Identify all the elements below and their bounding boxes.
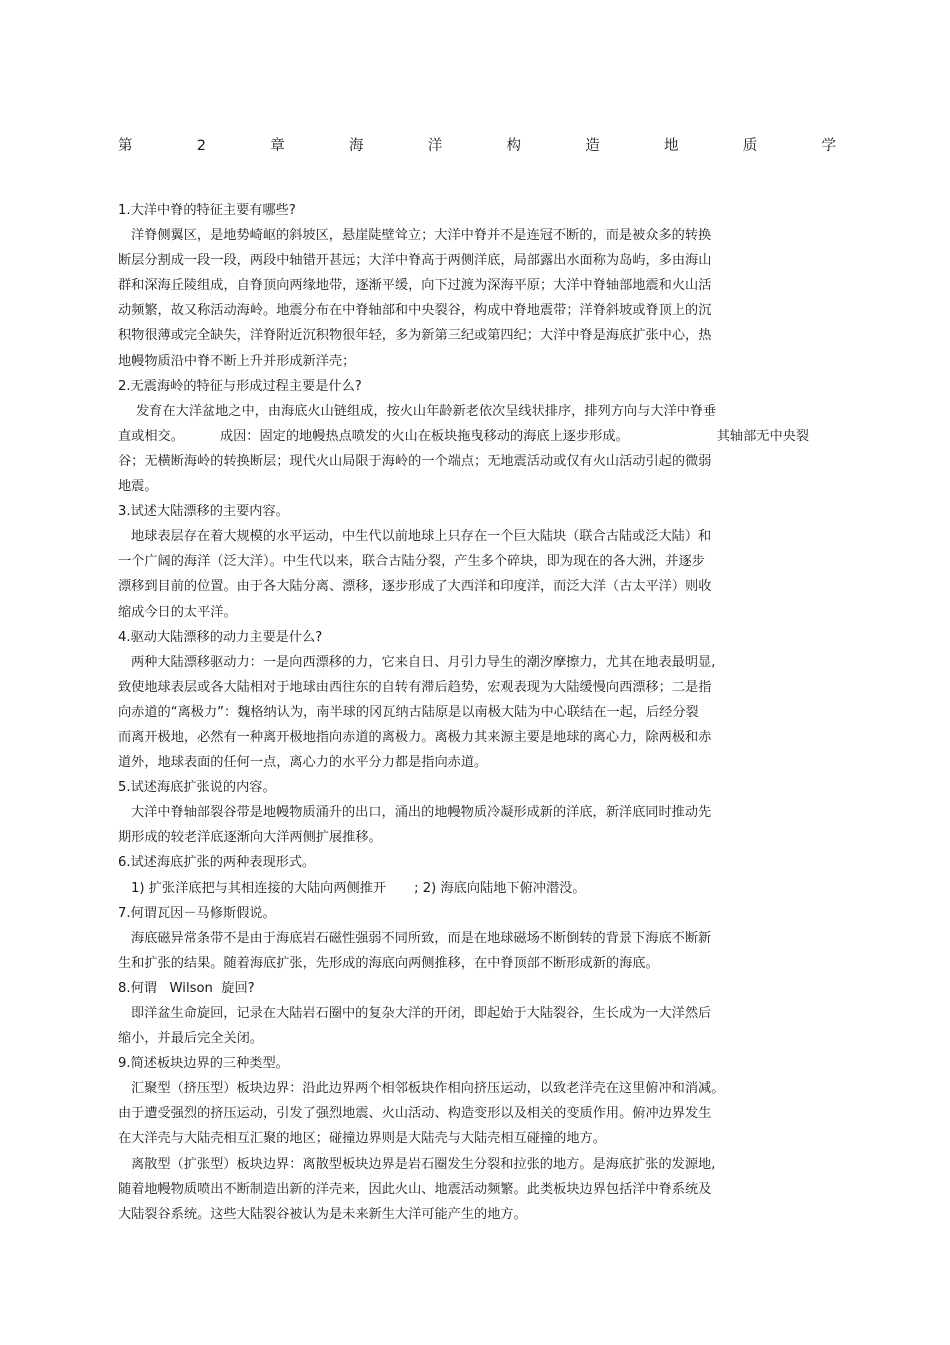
title-char: 学 bbox=[821, 138, 836, 154]
split-part-2: 成因：固定的地幔热点喷发的火山在板块拖曳移动的海底上逐步形成。 bbox=[219, 428, 629, 444]
paragraph-line: 大洋中脊轴部裂谷带是地幔物质涌升的出口，涌出的地幔物质冷凝形成新的洋底，新洋底同时推动先 bbox=[131, 805, 712, 821]
paragraph-line: 生和扩张的结果。随着海底扩张，先形成的海底向两侧推移，在中脊顶部不断形成新的海底。 bbox=[118, 955, 659, 971]
paragraph-line: 地球表层存在着大规模的水平运动，中生代以前地球上只存在一个巨大陆块（联合古陆或泛大陆）和 bbox=[131, 529, 712, 545]
paragraph-line: 期形成的较老洋底逐渐向大洋两侧扩展推移。 bbox=[118, 830, 382, 846]
paragraph-line: 海底磁异常条带不是由于海底岩石磁性强弱不同所致，而是在地球磁场不断倒转的背景下海底不断新 bbox=[131, 930, 712, 946]
paragraph-line: 缩小，并最后完全关闭。 bbox=[118, 1031, 264, 1047]
document-body bbox=[118, 198, 838, 1227]
chapter-title bbox=[118, 137, 836, 155]
form-2: ; 2) 海底向陆地下俯冲潜没。 bbox=[414, 880, 586, 896]
paragraph-line: 致使地球表层或各大陆相对于地球由西往东的自转有滞后趋势，宏观表现为大陆缓慢向西漂移；二是指 bbox=[118, 679, 712, 695]
paragraph-line: 积物很薄或完全缺失，洋脊附近沉积物很年轻，多为新第三纪或第四纪；大洋中脊是海底扩张中心，热 bbox=[118, 328, 712, 344]
paragraph-line: 汇聚型（挤压型）板块边界：沿此边界两个相邻板块作相向挤压运动，以致老洋壳在这里俯冲和消减。 bbox=[131, 1081, 725, 1097]
paragraph-line: 断层分割成一段一段，两段中轴错开甚远；大洋中脊高于两侧洋底，局部露出水面称为岛屿，多由海山 bbox=[118, 253, 712, 269]
paragraph-line: 在大洋壳与大陆壳相互汇聚的地区；碰撞边界则是大陆壳与大陆壳相互碰撞的地方。 bbox=[118, 1131, 606, 1147]
title-char: 质 bbox=[742, 138, 758, 154]
question-heading: 5.试述海底扩张说的内容。 bbox=[118, 780, 276, 796]
question-heading: 6.试述海底扩张的两种表现形式。 bbox=[118, 855, 316, 871]
paragraph-line: 洋脊侧翼区，是地势崎岖的斜坡区，悬崖陡壁耸立；大洋中脊并不是连冠不断的，而是被众多的转换 bbox=[131, 228, 712, 244]
split-part-3: 其轴部无中央裂 bbox=[716, 428, 810, 444]
paragraph-line: 两种大陆漂移驱动力：一是向西漂移的力，它来自日、月引力导生的潮汐摩擦力，尤其在地表最明显, bbox=[131, 654, 716, 670]
paragraph-line: 谷；无横断海岭的转换断层；现代火山局限于海岭的一个端点；无地震活动或仅有火山活动引起的微弱 bbox=[118, 453, 712, 469]
paragraph-line: 动频繁，故又称活动海岭。地震分布在中脊轴部和中央裂谷，构成中脊地震带；洋脊斜坡或脊顶上的沉 bbox=[118, 303, 712, 319]
title-char: 2 bbox=[196, 138, 206, 154]
paragraph-line: 大陆裂谷系统。这些大陆裂谷被认为是未来新生大洋可能产生的地方。 bbox=[118, 1206, 527, 1222]
paragraph-line: 地幔物质沿中脊不断上升并形成新洋壳； bbox=[118, 353, 356, 369]
split-part-1: 直或相交。 bbox=[118, 428, 184, 444]
paragraph-line: 即洋盆生命旋回，记录在大陆岩石圈中的复杂大洋的开闭，即起始于大陆裂谷，生长成为一大洋然后 bbox=[131, 1006, 712, 1021]
paragraph-line: 地震。 bbox=[118, 479, 158, 495]
title-char: 海 bbox=[348, 138, 364, 154]
paragraph-line: 缩成今日的太平洋。 bbox=[118, 604, 237, 620]
paragraph-line: 漂移到目前的位置。由于各大陆分离、漂移，逐步形成了大西洋和印度洋，而泛大洋（古太平洋）则收 bbox=[118, 579, 712, 595]
paragraph-line: 随着地幔物质喷出不断制造出新的洋壳来，因此火山、地震活动频繁。此类板块边界包括洋中脊系统及 bbox=[118, 1181, 712, 1197]
paragraph-line-split bbox=[118, 424, 838, 449]
paragraph-line: 由于遭受强烈的挤压运动，引发了强烈地震、火山活动、构造变形以及相关的变质作用。俯冲边界发生 bbox=[118, 1106, 712, 1122]
title-char: 洋 bbox=[427, 138, 443, 154]
title-char: 构 bbox=[506, 138, 521, 154]
question-heading: 1.大洋中脊的特征主要有哪些? bbox=[118, 203, 296, 218]
title-char: 章 bbox=[270, 138, 285, 154]
question-heading: 3.试述大陆漂移的主要内容。 bbox=[118, 504, 289, 520]
paragraph-line: 离散型（扩张型）板块边界：离散型板块边界是岩石圈发生分裂和拉张的地方。是海底扩张的发源地, bbox=[131, 1156, 716, 1172]
title-char: 造 bbox=[585, 138, 600, 154]
question-heading: 2.无震海岭的特征与形成过程主要是什么? bbox=[118, 378, 362, 394]
form-1: 1) 扩张洋底把与其相连接的大陆向两侧推开 bbox=[131, 880, 387, 896]
paragraph-line: 向赤道的“离极力”：魏格纳认为，南半球的冈瓦纳古陆原是以南极大陆为中心联结在一起，后经分裂 bbox=[118, 704, 699, 720]
paragraph-line-forms bbox=[118, 876, 838, 901]
question-heading: 7.何谓瓦因－马修斯假说。 bbox=[118, 905, 276, 921]
paragraph-line: 发育在大洋盆地之中，由海底火山链组成，按火山年龄新老依次呈线状排序，排列方向与大洋中脊垂 bbox=[136, 403, 717, 419]
title-char: 第 bbox=[118, 138, 133, 154]
question-heading: 9.简述板块边界的三种类型。 bbox=[118, 1056, 289, 1072]
title-char: 地 bbox=[663, 138, 679, 154]
paragraph-line: 一个广阔的海洋（泛大洋）。中生代以来，联合古陆分裂，产生多个碎块，即为现在的各大洲，并逐步 bbox=[118, 554, 705, 570]
question-heading: 4.驱动大陆漂移的动力主要是什么? bbox=[118, 629, 323, 645]
question-heading: 8.何谓 Wilson 旋回? bbox=[118, 980, 255, 996]
paragraph-line: 群和深海丘陵组成，自脊顶向两缘地带，逐渐平缓，向下过渡为深海平原；大洋中脊轴部地震和火山活 bbox=[118, 278, 712, 294]
paragraph-line: 道外，地球表面的任何一点，离心力的水平分力都是指向赤道。 bbox=[118, 755, 488, 771]
paragraph-line: 而离开极地，必然有一种离开极地指向赤道的离极力。离极力其来源主要是地球的离心力，除两极和赤 bbox=[118, 729, 712, 745]
